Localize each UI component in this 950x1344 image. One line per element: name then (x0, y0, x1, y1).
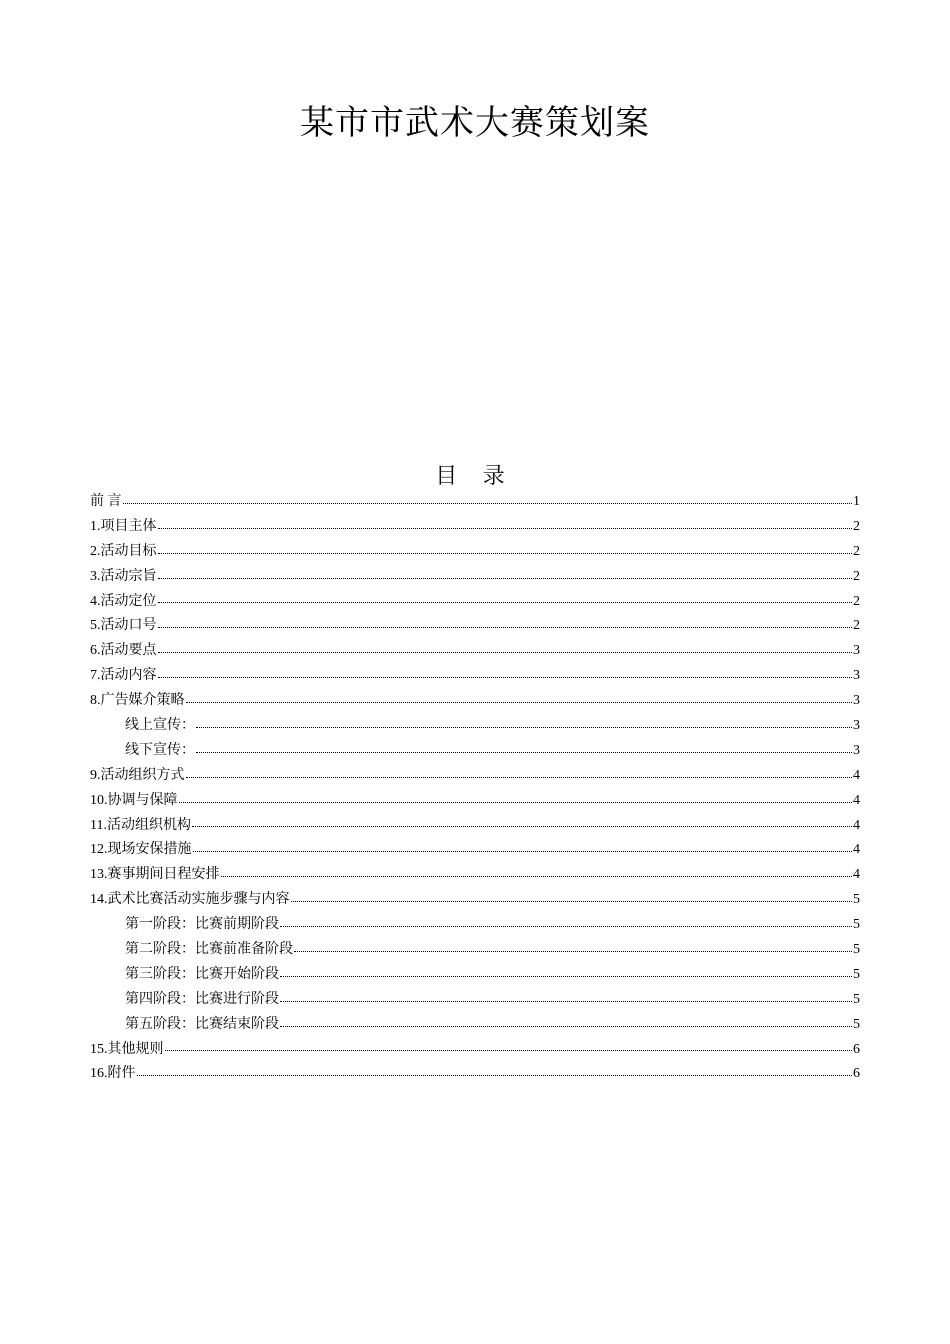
toc-entry-page-number: 5 (853, 892, 860, 908)
toc-entry-label: 12.现场安保措施 (90, 842, 192, 858)
toc-entry-label: 11.活动组织机构 (90, 817, 191, 833)
toc-dot-leader (196, 752, 852, 753)
toc-entry-label: 第四阶段：比赛进行阶段 (125, 991, 279, 1007)
toc-entry-page-number: 3 (853, 742, 860, 758)
toc-dot-leader (280, 1001, 852, 1002)
toc-dot-leader (158, 627, 853, 628)
toc-entry-page-number: 4 (853, 867, 860, 883)
toc-entry-label: 第五阶段：比赛结束阶段 (125, 1016, 279, 1032)
toc-entry[interactable] (90, 764, 860, 789)
toc-entry[interactable] (90, 913, 860, 938)
toc-entry[interactable] (90, 1062, 860, 1087)
toc-entry-page-number: 3 (853, 693, 860, 709)
toc-entry-page-number: 5 (853, 942, 860, 958)
toc-entry-label: 第二阶段：比赛前准备阶段 (125, 942, 293, 958)
toc-entry-label: 第一阶段：比赛前期阶段 (125, 917, 279, 933)
toc-entry[interactable] (90, 814, 860, 839)
toc-entry[interactable] (90, 515, 860, 540)
toc-entry[interactable] (90, 789, 860, 814)
toc-entry-page-number: 4 (853, 817, 860, 833)
toc-entry-label: 9.活动组织方式 (90, 767, 185, 783)
toc-dot-leader (158, 528, 853, 529)
toc-entry-page-number: 6 (853, 1041, 860, 1057)
toc-dot-leader (280, 976, 852, 977)
toc-entry-label: 线上宣传： (125, 718, 195, 734)
toc-entry-page-number: 2 (853, 518, 860, 534)
toc-entry-page-number: 5 (853, 917, 860, 933)
toc-entry[interactable] (90, 565, 860, 590)
toc-entry-page-number: 3 (853, 643, 860, 659)
toc-entry-page-number: 2 (853, 593, 860, 609)
toc-entry-page-number: 4 (853, 792, 860, 808)
toc-entry-page-number: 2 (853, 543, 860, 559)
toc-entry-label: 5.活动口号 (90, 618, 157, 634)
toc-dot-leader (193, 851, 853, 852)
toc-dot-leader (158, 578, 853, 579)
toc-heading: 目 录 (435, 463, 515, 488)
toc-entry[interactable] (90, 739, 860, 764)
toc-entry-page-number: 4 (853, 767, 860, 783)
toc-entry-label: 7.活动内容 (90, 668, 157, 684)
toc-dot-leader (280, 1026, 852, 1027)
toc-entry[interactable] (90, 963, 860, 988)
toc-entry-label: 1.项目主体 (90, 518, 157, 534)
toc-entry-page-number: 4 (853, 842, 860, 858)
toc-entry-page-number: 5 (853, 1016, 860, 1032)
toc-dot-leader (192, 826, 852, 827)
toc-dot-leader (196, 727, 852, 728)
toc-entry-label: 8.广告媒介策略 (90, 693, 185, 709)
toc-entry-label: 15.其他规则 (90, 1041, 164, 1057)
toc-dot-leader (158, 677, 853, 678)
toc-entry-label: 第三阶段：比赛开始阶段 (125, 966, 279, 982)
toc-dot-leader (221, 876, 853, 877)
toc-entry-page-number: 3 (853, 718, 860, 734)
toc-dot-leader (291, 901, 853, 902)
toc-entry-label: 前 言 (90, 494, 122, 509)
toc-entry[interactable] (90, 664, 860, 689)
toc-dot-leader (158, 652, 853, 653)
toc-entry[interactable] (90, 714, 860, 739)
toc-entry[interactable] (90, 863, 860, 888)
table-of-contents (90, 490, 860, 1087)
toc-dot-leader (186, 702, 853, 703)
document-title: 某市市武术大赛策划案 (300, 105, 650, 142)
toc-entry-label: 14.武术比赛活动实施步骤与内容 (90, 892, 290, 908)
toc-entry[interactable] (90, 490, 860, 515)
toc-entry-page-number: 5 (853, 991, 860, 1007)
toc-entry[interactable] (90, 938, 860, 963)
toc-entry[interactable] (90, 988, 860, 1013)
toc-entry[interactable] (90, 1038, 860, 1063)
toc-dot-leader (158, 602, 853, 603)
toc-entry[interactable] (90, 689, 860, 714)
toc-dot-leader (280, 926, 852, 927)
toc-entry-label: 3.活动宗旨 (90, 568, 157, 584)
toc-entry-label: 10.协调与保障 (90, 792, 178, 808)
toc-entry-label: 线下宣传： (125, 742, 195, 758)
toc-entry-page-number: 5 (853, 966, 860, 982)
toc-dot-leader (158, 553, 853, 554)
toc-dot-leader (294, 951, 852, 952)
toc-entry[interactable] (90, 639, 860, 664)
toc-entry[interactable] (90, 888, 860, 913)
toc-entry[interactable] (90, 1013, 860, 1038)
toc-dot-leader (179, 802, 853, 803)
toc-entry-page-number: 3 (853, 668, 860, 684)
toc-entry[interactable] (90, 590, 860, 615)
toc-dot-leader (186, 777, 853, 778)
toc-dot-leader (137, 1075, 853, 1076)
toc-entry[interactable] (90, 540, 860, 565)
toc-entry-label: 13.赛事期间日程安排 (90, 867, 220, 883)
toc-entry-page-number: 2 (853, 568, 860, 584)
toc-dot-leader (165, 1050, 853, 1051)
toc-dot-leader (123, 503, 853, 504)
toc-entry-label: 16.附件 (90, 1066, 136, 1082)
toc-entry[interactable] (90, 614, 860, 639)
toc-entry-label: 6.活动要点 (90, 643, 157, 659)
toc-entry-label: 2.活动目标 (90, 543, 157, 559)
toc-entry-label: 4.活动定位 (90, 593, 157, 609)
toc-entry-page-number: 2 (853, 618, 860, 634)
toc-entry[interactable] (90, 838, 860, 863)
toc-entry-page-number: 6 (853, 1066, 860, 1082)
toc-entry-page-number: 1 (853, 494, 860, 509)
